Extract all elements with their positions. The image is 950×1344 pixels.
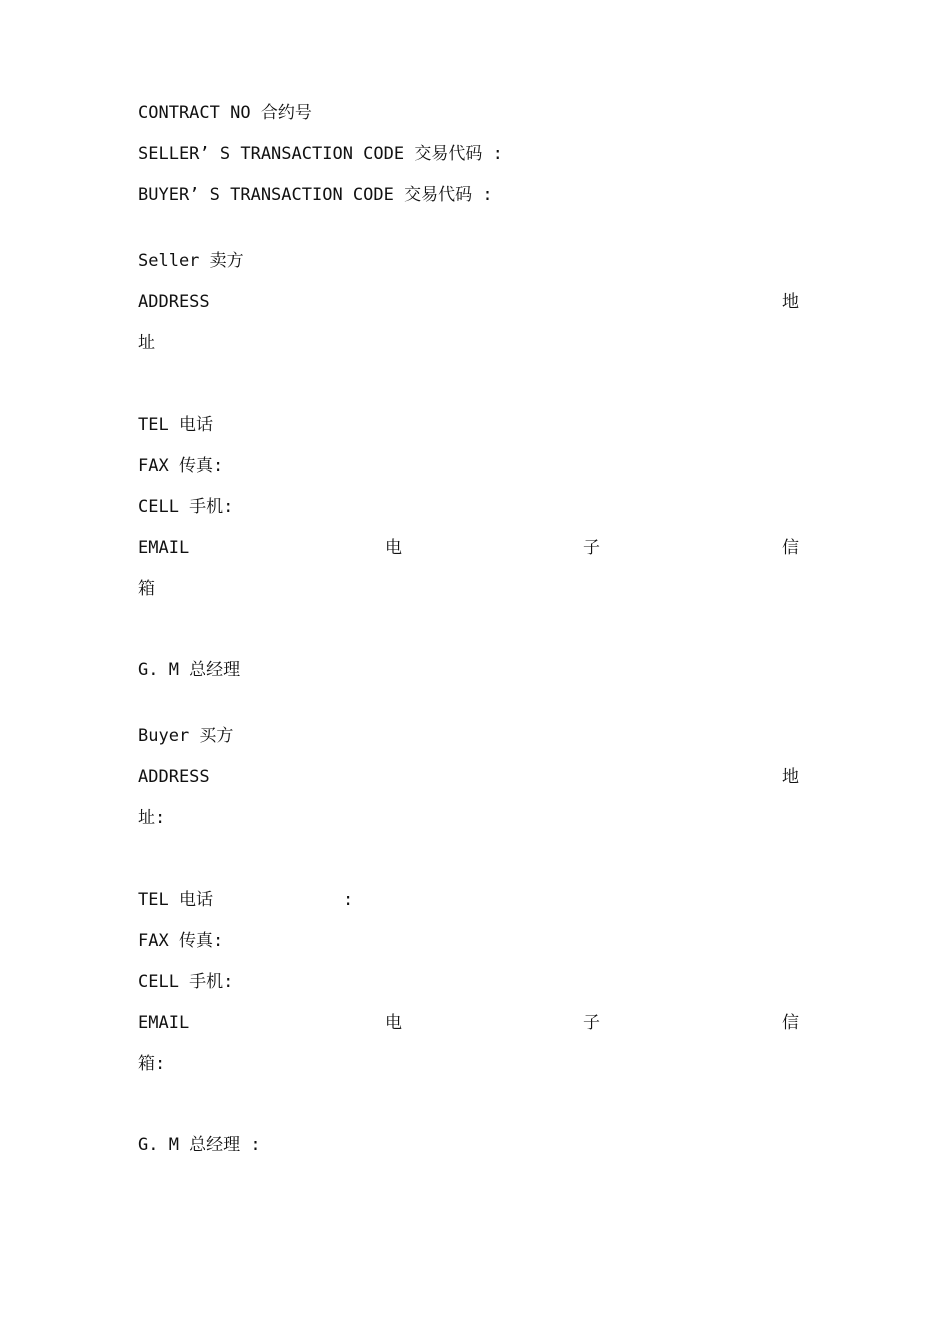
seller-email-char-zi: 子 xyxy=(583,538,600,558)
buyer-address-label: ADDRESS xyxy=(138,767,210,787)
seller-email-char-xiang: 箱 xyxy=(138,579,155,599)
seller-tel-label: TEL 电话 xyxy=(138,415,213,435)
contract-number-label: CONTRACT NO 合约号 xyxy=(138,103,312,123)
seller-address-label: ADDRESS xyxy=(138,292,210,312)
seller-fax-label: FAX 传真: xyxy=(138,456,224,476)
seller-gm-label: G. M 总经理 xyxy=(138,660,241,680)
buyer-gm-label: G. M 总经理 : xyxy=(138,1135,261,1155)
buyer-address-char-zhi: 址: xyxy=(138,808,166,828)
buyer-email-char-dian: 电 xyxy=(385,1013,402,1033)
buyer-transaction-code-label: BUYER’ S TRANSACTION CODE 交易代码 : xyxy=(138,185,493,205)
buyer-email-char-xin: 信 xyxy=(782,1013,799,1033)
seller-address-char-zhi: 址 xyxy=(138,333,155,353)
buyer-email-char-xiang: 箱: xyxy=(138,1054,166,1074)
buyer-cell-label: CELL 手机: xyxy=(138,972,234,992)
seller-address-char-di: 地 xyxy=(782,292,799,312)
seller-email-label: EMAIL xyxy=(138,538,190,558)
buyer-fax-label: FAX 传真: xyxy=(138,931,224,951)
buyer-address-char-di: 地 xyxy=(782,767,799,787)
buyer-heading: Buyer 买方 xyxy=(138,726,234,746)
seller-cell-label: CELL 手机: xyxy=(138,497,234,517)
seller-heading: Seller 卖方 xyxy=(138,251,244,271)
buyer-tel-label: TEL 电话 xyxy=(138,890,213,910)
seller-transaction-code-label: SELLER’ S TRANSACTION CODE 交易代码 : xyxy=(138,144,503,164)
seller-email-char-dian: 电 xyxy=(385,538,402,558)
buyer-tel-colon: : xyxy=(343,890,354,910)
seller-email-char-xin: 信 xyxy=(782,538,799,558)
buyer-email-label: EMAIL xyxy=(138,1013,190,1033)
buyer-email-char-zi: 子 xyxy=(583,1013,600,1033)
